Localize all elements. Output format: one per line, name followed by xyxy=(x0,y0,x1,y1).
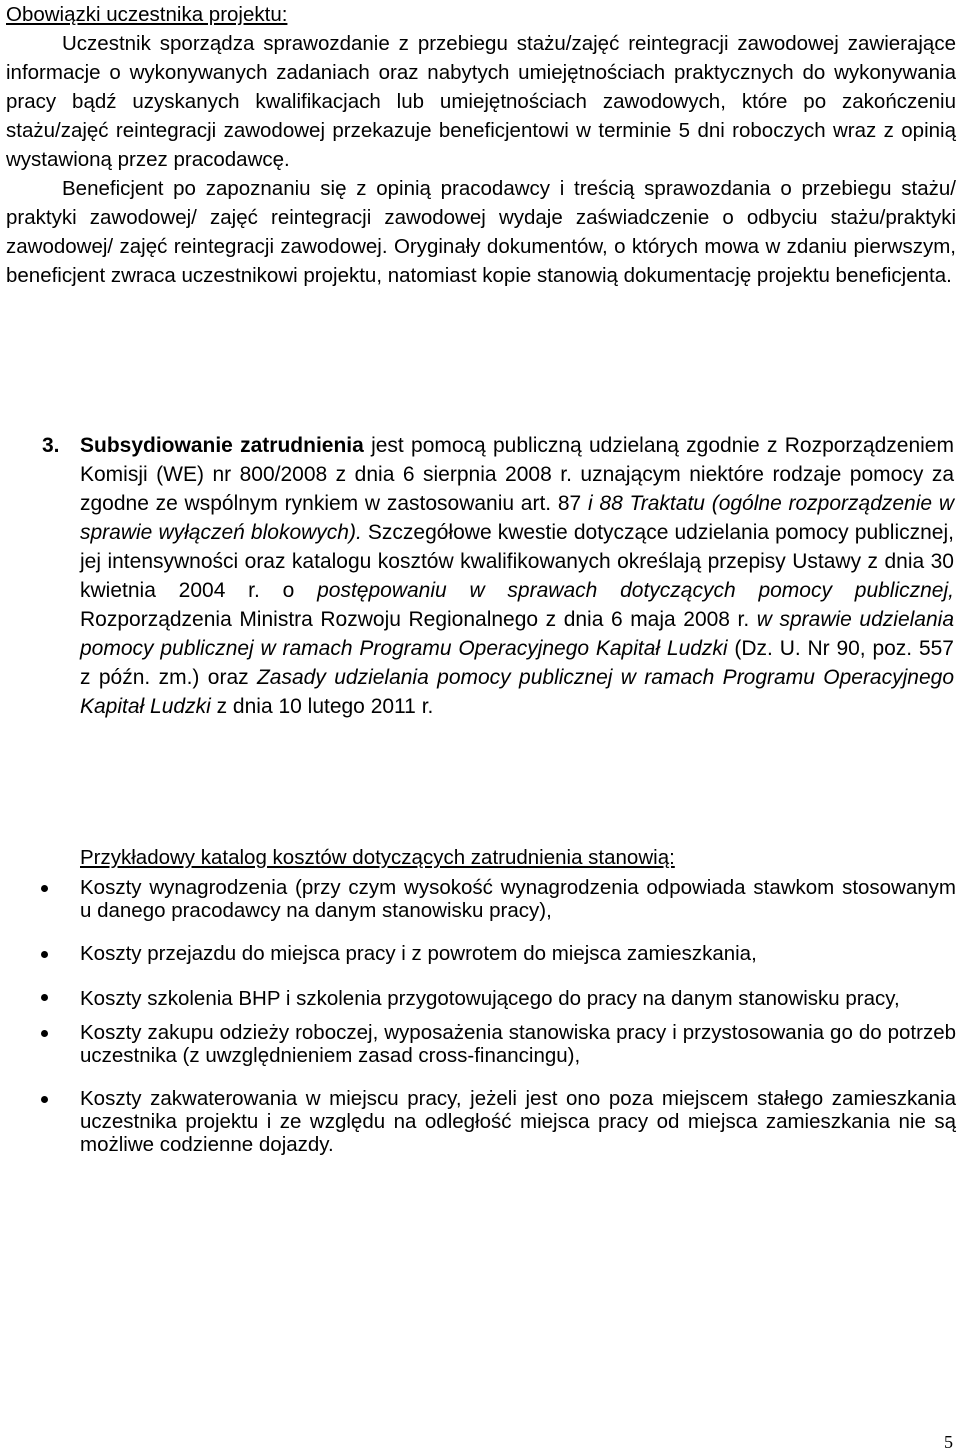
section-number: 3. xyxy=(42,434,60,457)
list-item: Koszty przejazdu do miejsca pracy i z powrotem do miejsca zamieszkania, xyxy=(80,942,956,965)
bullet-icon xyxy=(41,994,48,1001)
bullet-icon xyxy=(41,1030,48,1037)
bullet-icon xyxy=(41,1096,48,1103)
bullet-icon xyxy=(41,951,48,958)
cost-catalog-list xyxy=(80,876,956,1176)
catalog-title: Przykładowy katalog kosztów dotyczących zatrudnienia stanowią: xyxy=(80,846,675,869)
bold-term: Subsydiowanie zatrudnienia xyxy=(80,434,364,457)
paragraph-certificate: Beneficjent po zapoznaniu się z opinią pracodawcy i treścią sprawozdania o przebiegu stażu/ praktyki zawodowej/ zajęć reintegracji zawodowej wydaje zaświadczenie o odbyciu stażu/praktyki zawodowej/ zajęć reintegracji zawodowej. Oryginały dokumentów, o których mowa w zdaniu pierwszym, beneficjent zwraca uczestnikowi projektu, natomiast kopie stanowią dokumentację projektu beneficjenta. xyxy=(6,177,956,287)
participant-obligations-section xyxy=(6,0,956,290)
paragraph-report: Uczestnik sporządza sprawozdanie z przebiegu stażu/zajęć reintegracji zawodowej zawierające informacje o wykonywanych zadaniach oraz nabytych umiejętnościach praktycznych do wykonywania pracy bądź uzyskanych kwalifikacjach lub umiejętnościach zawodowych, które po zakończeniu stażu/zajęć reintegracji zawodowej przekazuje beneficjentowi w terminie 5 dni roboczych wraz z opinią wystawioną przez pracodawcę. xyxy=(6,32,956,171)
page-number: 5 xyxy=(944,1432,953,1452)
bullet-icon xyxy=(41,885,48,892)
list-item: Koszty zakupu odzieży roboczej, wyposażenia stanowiska pracy i przystosowania go do potrzeb uczestnika (z uwzględnieniem zasad cross-financingu), xyxy=(80,1021,956,1067)
list-item: Koszty szkolenia BHP i szkolenia przygotowującego do pracy na danym stanowisku pracy, xyxy=(80,985,956,1013)
list-item: Koszty wynagrodzenia (przy czym wysokość wynagrodzenia odpowiada stawkom stosowanym u danego pracodawcy na danym stanowisku pracy), xyxy=(80,876,956,922)
subsidized-employment-paragraph: 3. Subsydiowanie zatrudnienia jest pomocą publiczną udzielaną zgodnie z Rozporządzeniem Komisji (WE) nr 800/2008 z dnia 6 sierpnia 2008 r. uznającym niektóre rodzaje pomocy za zgodne ze wspólnym rynkiem w zastosowaniu art. 87 i 88 Traktatu (ogólne rozporządzenie w sprawie wyłączeń blokowych). Szczegółowe kwestie dotyczące udzielania pomocy publicznej, jej intensywności oraz katalogu kosztów kwalifikowanych określają przepisy Ustawy z dnia 30 kwietnia 2004 r. o postępowaniu w sprawach dotyczących pomocy publicznej, Rozporządzenia Ministra Rozwoju Regionalnego z dnia 6 maja 2008 r. w sprawie udzielania pomocy publicznej w ramach Programu Operacyjnego Kapitał Ludzki (Dz. U. Nr 90, poz. 557 z późn. zm.) oraz Zasady udzielania pomocy publicznej w ramach Programu Operacyjnego Kapitał Ludzki z dnia 10 lutego 2011 r. xyxy=(80,431,954,721)
section-title: Obowiązki uczestnika projektu: xyxy=(6,3,288,26)
list-item: Koszty zakwaterowania w miejscu pracy, jeżeli jest ono poza miejscem stałego zamieszkania uczestnika projektu i ze względu na odległość miejsca pracy od miejsca zamieszkania nie są możliwe codzienne dojazdy. xyxy=(80,1087,956,1156)
